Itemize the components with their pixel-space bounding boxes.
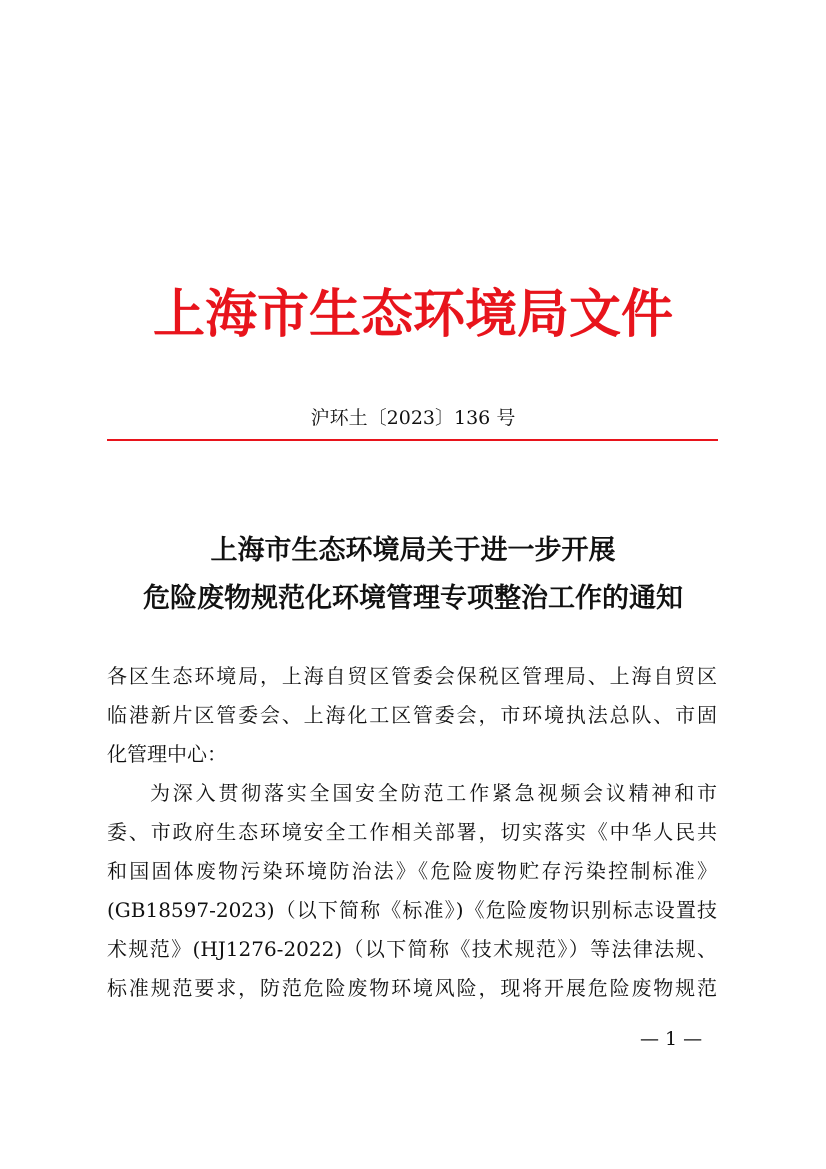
body-line: 临港新片区管委会、上海化工区管委会，市环境执法总队、市固: [107, 703, 717, 727]
body-line: 委、市政府生态环境安全工作相关部署，切实落实《中华人民共: [107, 820, 717, 844]
body-line: 和国固体废物污染环境防治法》《危险废物贮存污染控制标准》: [107, 859, 717, 883]
document-number: 沪环土〔2023〕136 号: [310, 407, 516, 429]
body-line: 术规范》(HJ1276-2022)（以下简称《技术规范》）等法律法规、: [107, 937, 717, 961]
notice-title-line-1: 上海市生态环境局关于进一步开展: [210, 535, 616, 566]
body-line: 为深入贯彻落实全国安全防范工作紧急视频会议精神和市: [150, 781, 717, 805]
body-line: 各区生态环境局，上海自贸区管委会保税区管理局、上海自贸区: [107, 664, 717, 688]
red-divider: [107, 439, 718, 441]
document-issuer-title: 上海市生态环境局文件: [152, 284, 673, 345]
body-line: 化管理中心：: [107, 742, 227, 766]
page-number: — 1 —: [640, 1028, 703, 1050]
body-line: (GB18597-2023)（以下简称《标准》)《危险废物识别标志设置技: [107, 898, 717, 922]
notice-title-line-2: 危险废物规范化环境管理专项整治工作的通知: [143, 583, 683, 614]
body-line: 标准规范要求，防范危险废物环境风险，现将开展危险废物规范: [107, 976, 717, 1000]
